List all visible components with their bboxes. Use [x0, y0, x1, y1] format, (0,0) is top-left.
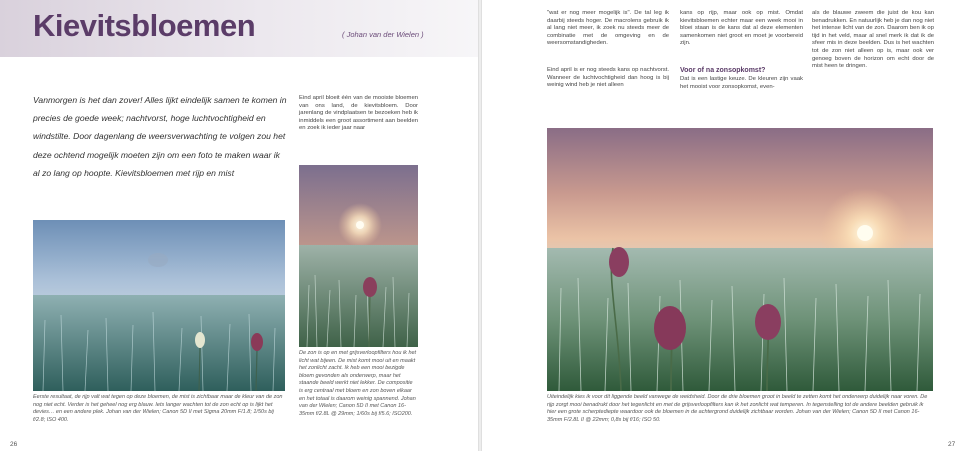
- large-photo-caption: Uiteindelijk kies ik voor dit liggende beeld vanwege de weidsheid. Door de drie bloemen groot in beeld te zetten komt het onderwerp duidelijk naar voren. De rijp zorgt mooi benadrukt door het tegenlicht en met de grijsverloopfilters kan ik het zonlicht wat temperen. In tegenstelling tot de andere beelden gebruik ik hier een grote scherptediepte waardoor ook de bloemen in de achtergrond duidelijk zichtbaar worden. Johan van der Wielen; Canon 5D II met Canon 16-35mm F/2.8L II @ 22mm; 0,8s bij f/16; ISO 50.: [547, 394, 928, 423]
- right-col2-paragraph1: kans op rijp, maar ook op mist. Omdat kievitsbloemen echter maar een week mooi in bloei staan is de kans dat al deze elementen samenkomen niet groot en moet je voorbereid zijn.: [680, 10, 803, 47]
- wide-photo-caption: Eerste resultaat, de rijp valt wat tegen op deze bloemen, de mist is zichtbaar maar de kleur van de zon nog niet echt. Verder is het geheel nog erg blauw. Iets langer wachten tot de zon echt op is lijkt het devies… en een andere plek. Johan van der Wielen; Canon 5D II met Sigma 20mm F/1.8; 1/50s bij f/2.8; ISO 400.: [33, 394, 283, 423]
- page-number-right: 27: [948, 441, 956, 448]
- left-page: [0, 0, 478, 451]
- right-col3-paragraph1: als de blauwe zweem die juist de kou kan benadrukken. En natuurlijk heb je dan nog niet het intense licht van de zon. Daarom ben ik op tijd in het veld, maar al snel merk ik dat ik de sfeer mis in deze beelden. Dus is het wachten tot de zon niet alleen op is, maar ook ver genoeg boven de horizon om echt door de mist heen te dringen.: [812, 10, 934, 70]
- left-column-text: Eind april bloeit één van de mooiste bloemen van ons land, de kievitsbloem. Door jarenlang de vindplaatsen te bezoeken heb ik inmiddels een groot assortiment aan beelden en zoek ik ieder jaar naar: [299, 95, 418, 132]
- tall-photo-caption: De zon is op en met grijsverloopfilters hou ik het licht wat bijeen. De mist komt mooi uit en maakt het zonlicht zacht. Ik heb een mooi bezigde bloem gevonden als onderwerp, maar het staande beeld werkt niet lekker. De compositie is erg centraal met bloem en zon boven elkaar en het totaal is daarom weinig spannend. Johan van der Wielen; Canon 5D II met Canon 16-35mm f/2.8L @ 29mm; 1/60s bij f/5.6; ISO200.: [299, 350, 417, 417]
- right-page: [482, 0, 960, 451]
- intro-paragraph: Vanmorgen is het dan zover! Alles lijkt eindelijk samen te komen in precies de goede week; nachtvorst, hoge luchtvochtigheid en windstilte. Door dagenlang de weersverwachting te volgen zou het deze ochtend mogelijk moeten zijn om een foto te maken waar ik al zo lang op hoopte. Kievitsbloemen met rijp en mist: [33, 95, 287, 178]
- tall-photo: [299, 165, 418, 347]
- large-photo: [547, 128, 933, 391]
- article-author: ( Johan van der Wielen ): [342, 30, 424, 39]
- page-number-left: 26: [10, 441, 18, 448]
- right-col1-paragraph2: Eind april is er nog steeds kans op nachtvorst. Wanneer de luchtvochtigheid dan hoog is bij weinig wind heb je niet alleen: [547, 67, 669, 89]
- right-col1-paragraph1: "wat er nog meer mogelijk is". De tal leg ik daarbij steeds hoger. De macrolens gebruik ik al lang niet meer, ik zoek nu steeds meer de combinatie met de omgeving en de weersomstandigheden.: [547, 10, 669, 47]
- wide-photo: [33, 220, 285, 391]
- right-col2-paragraph2: Dat is een lastige keuze. De kleuren zijn vaak het mooist voor zonsopkomst, even-: [680, 76, 803, 90]
- right-col2-subheading: Voor of na zonsopkomst?: [680, 67, 766, 74]
- article-title: Kievitsbloemen: [33, 8, 256, 43]
